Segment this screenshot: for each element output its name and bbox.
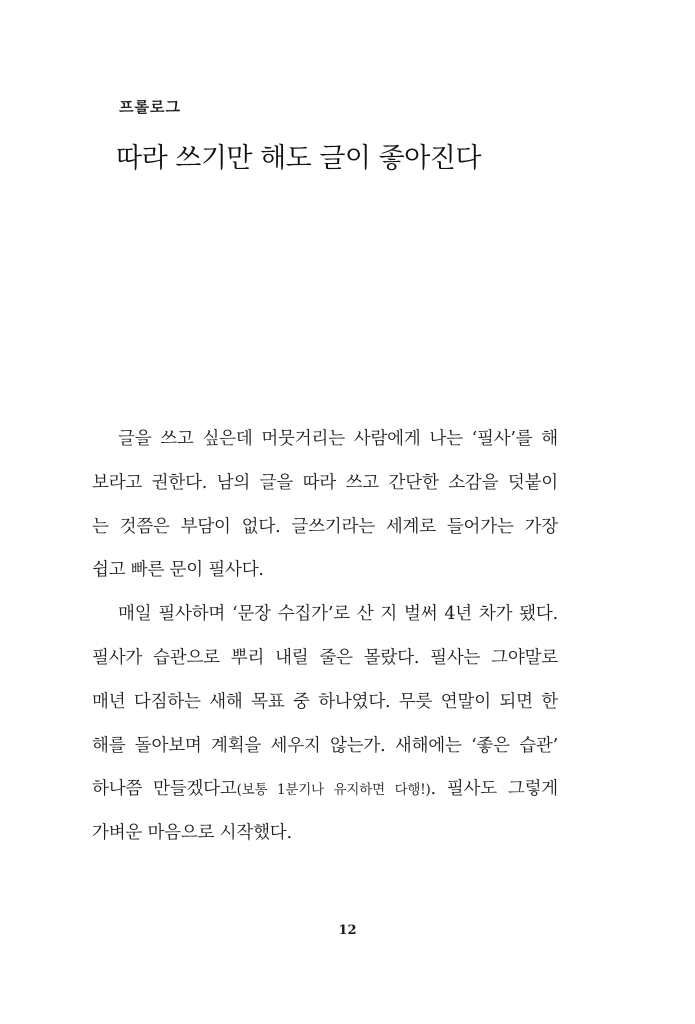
paragraph-line: 해를 돌아보며 계획을 세우지 않는가. 새해에는 ‘좋은 습관’ (92, 735, 558, 756)
body-text (92, 418, 558, 856)
paragraph-line: 는 것쯤은 부담이 없다. 글쓰기라는 세계로 들어가는 가장 (92, 516, 558, 537)
paragraph-line: 필사가 습관으로 뿌리 내릴 줄은 몰랐다. 필사는 그야말로 (92, 647, 558, 668)
line-text: . 필사도 그렇게 (430, 779, 558, 800)
paragraph-line: 가벼운 마음으로 시작했다. (92, 823, 292, 844)
paragraph-line: 보라고 권한다. 남의 글을 따라 쓰고 간단한 소감을 덧붙이 (92, 472, 558, 493)
page-number: 12 (338, 923, 357, 938)
paragraph-line: 쉽고 빠른 문이 필사다. (92, 560, 264, 581)
parenthetical-note: (보통 1분기나 유지하면 다행!) (236, 782, 431, 799)
paragraph-line: 글을 쓰고 싶은데 머뭇거리는 사람에게 나는 ‘필사’를 해 (118, 429, 558, 449)
line-text: 하나쯤 만들겠다고 (92, 779, 237, 800)
chapter-title: 따라 쓰기만 해도 글이 좋아진다 (116, 143, 481, 174)
paragraph-line: 매년 다짐하는 새해 목표 중 하나였다. 무릇 연말이 되면 한 (92, 691, 558, 712)
paragraph-line: 매일 필사하며 ‘문장 수집가’로 산 지 벌써 4년 차가 됐다. (118, 604, 558, 625)
paragraph-line (92, 768, 558, 812)
section-label: 프롤로그 (119, 98, 181, 116)
